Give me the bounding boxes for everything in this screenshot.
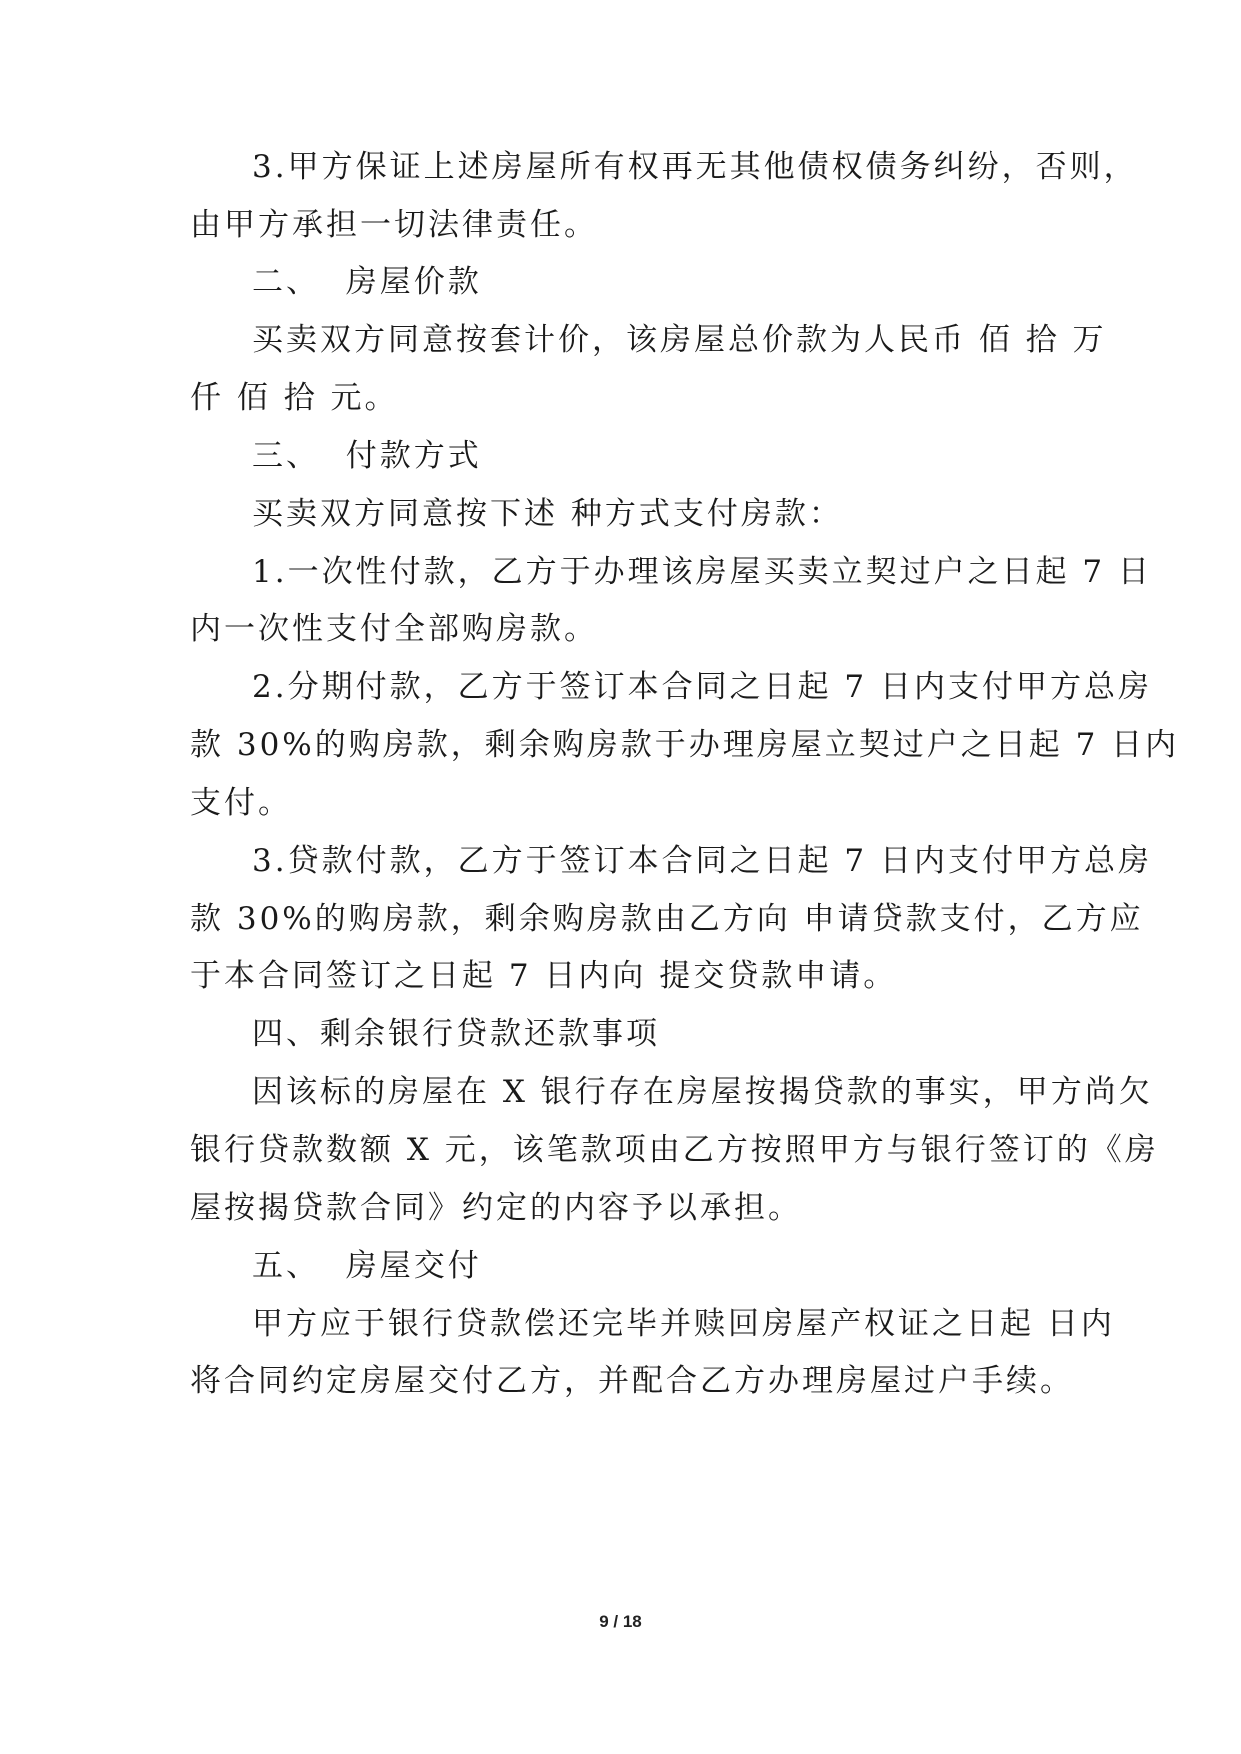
section-heading-payment: 三、 付款方式 [252, 438, 482, 474]
section-heading-delivery: 五、 房屋交付 [252, 1248, 482, 1284]
paragraph-payment-1-line-1: 1.一次性付款，乙方于办理该房屋买卖立契过户之日起 7 日 [252, 554, 1153, 590]
paragraph-loan-line-1: 因该标的房屋在 X 银行存在房屋按揭贷款的事实，甲方尚欠 [252, 1074, 1153, 1110]
paragraph-payment-intro: 买卖双方同意按下述 种方式支付房款： [252, 496, 843, 532]
page-number: 9 / 18 [599, 1612, 642, 1631]
paragraph-delivery-line-2: 将合同约定房屋交付乙方，并配合乙方办理房屋过户手续。 [190, 1363, 1074, 1399]
paragraph-payment-3-line-1: 3.贷款付款，乙方于签订本合同之日起 7 日内支付甲方总房 [252, 843, 1153, 879]
paragraph-payment-2-line-2: 款 30%的购房款，剩余购房款于办理房屋立契过户之日起 7 日内 [190, 727, 1180, 763]
paragraph-price-line-2: 仟 佰 拾 元。 [190, 380, 399, 416]
paragraph-payment-3-line-2: 款 30%的购房款，剩余购房款由乙方向 申请贷款支付，乙方应 [190, 901, 1144, 937]
paragraph-payment-2-line-1: 2.分期付款，乙方于签订本合同之日起 7 日内支付甲方总房 [252, 669, 1153, 705]
paragraph-clause-3-line-1: 3.甲方保证上述房屋所有权再无其他债权债务纠纷，否则， [252, 149, 1138, 185]
section-heading-loan: 四、剩余银行贷款还款事项 [252, 1016, 660, 1052]
paragraph-price-line-1: 买卖双方同意按套计价，该房屋总价款为人民币 佰 拾 万 [252, 322, 1107, 358]
paragraph-loan-line-3: 屋按揭贷款合同》约定的内容予以承担。 [190, 1190, 802, 1226]
section-heading-price: 二、 房屋价款 [252, 264, 482, 300]
paragraph-clause-3-line-2: 由甲方承担一切法律责任。 [190, 207, 598, 243]
paragraph-delivery-line-1: 甲方应于银行贷款偿还完毕并赎回房屋产权证之日起 日内 [252, 1306, 1115, 1342]
paragraph-loan-line-2: 银行贷款数额 X 元，该笔款项由乙方按照甲方与银行签订的《房 [190, 1132, 1159, 1168]
paragraph-payment-2-line-3: 支付。 [190, 785, 292, 821]
paragraph-payment-1-line-2: 内一次性支付全部购房款。 [190, 611, 598, 647]
paragraph-payment-3-line-3: 于本合同签订之日起 7 日内向 提交贷款申请。 [190, 958, 898, 994]
